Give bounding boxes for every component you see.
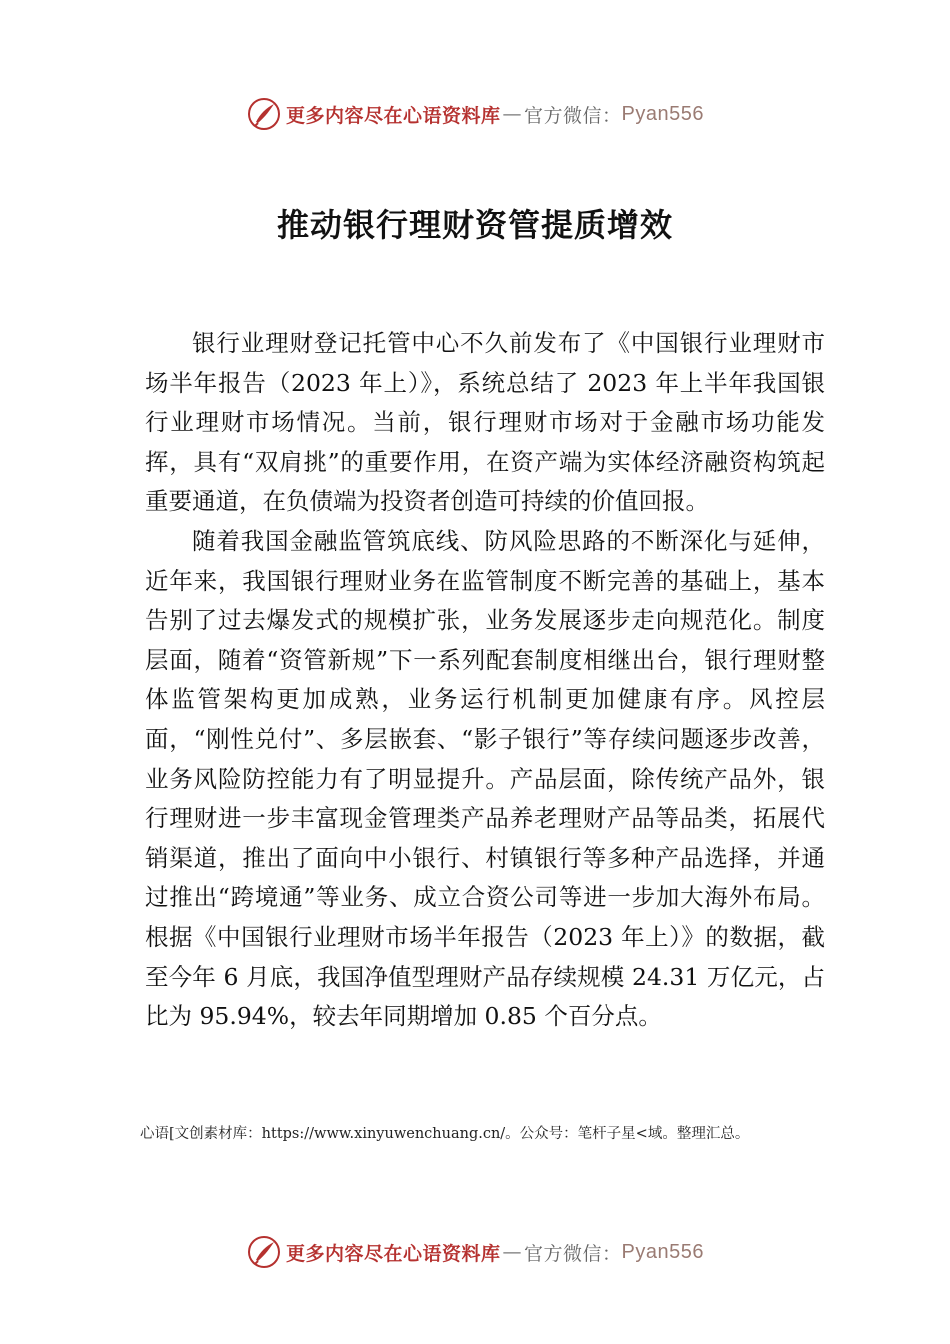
source-note: 心语[文创素材库：https://www.xinyuwenchuang.cn/。公众号：笔杆子星<域。整理汇总。 — [140, 1126, 750, 1142]
banner-separator: — — [502, 103, 523, 125]
footer-banner — [0, 1232, 950, 1272]
paragraph-2: 随着我国金融监管筑底线、防风险思路的不断深化与延伸，近年来，我国银行理财业务在监管制度不断完善的基础上，基本告别了过去爆发式的规模扩张，业务发展逐步走向规范化。制度层面，随着“资管新规”下一系列配套制度相继出台，银行理财整体监管架构更加成熟，业务运行机制更加健康有序。风控层面，“刚性兑付”、多层嵌套、“影子银行”等存续问题逐步改善，业务风险防控能力有了明显提升。产品层面，除传统产品外，银行理财进一步丰富现金管理类产品养老理财产品等品类，拓展代销渠道，推出了面向中小银行、村镇银行等多种产品选择，并通过推出“跨境通”等业务、成立合资公司等进一步加大海外布局。根据《中国银行业理财市场半年报告（2023 年上）》的数据，截至今年 6 月底，我国净值型理财产品存续规模 24.31 万亿元，占比为 95.94%，较去年同期增加 0.85 个百分点。 — [145, 526, 825, 1031]
banner-main-text: 更多内容尽在心语资料库 — [286, 104, 501, 127]
quill-logo-icon — [246, 1234, 282, 1270]
banner-wechat-id: Pyan556 — [621, 102, 704, 125]
page-title: 推动银行理财资管提质增效 — [276, 206, 673, 244]
header-banner — [0, 94, 950, 134]
banner-main-text: 更多内容尽在心语资料库 — [286, 1242, 501, 1265]
article-body — [145, 324, 825, 1037]
banner-wechat-label: 官方微信： — [524, 1242, 622, 1265]
banner-separator: — — [502, 1241, 523, 1263]
banner-wechat-id: Pyan556 — [621, 1240, 704, 1263]
quill-logo-icon — [246, 96, 282, 132]
paragraph-1: 银行业理财登记托管中心不久前发布了《中国银行业理财市场半年报告（2023 年上）》，系统总结了 2023 年上半年我国银行业理财市场情况。当前，银行理财市场对于金融市场功能发挥，具有“双肩挑”的重要作用，在资产端为实体经济融资构筑起重要通道，在负债端为投资者创造可持续的价值回报。 — [145, 329, 825, 516]
banner-wechat-label: 官方微信： — [524, 104, 622, 127]
